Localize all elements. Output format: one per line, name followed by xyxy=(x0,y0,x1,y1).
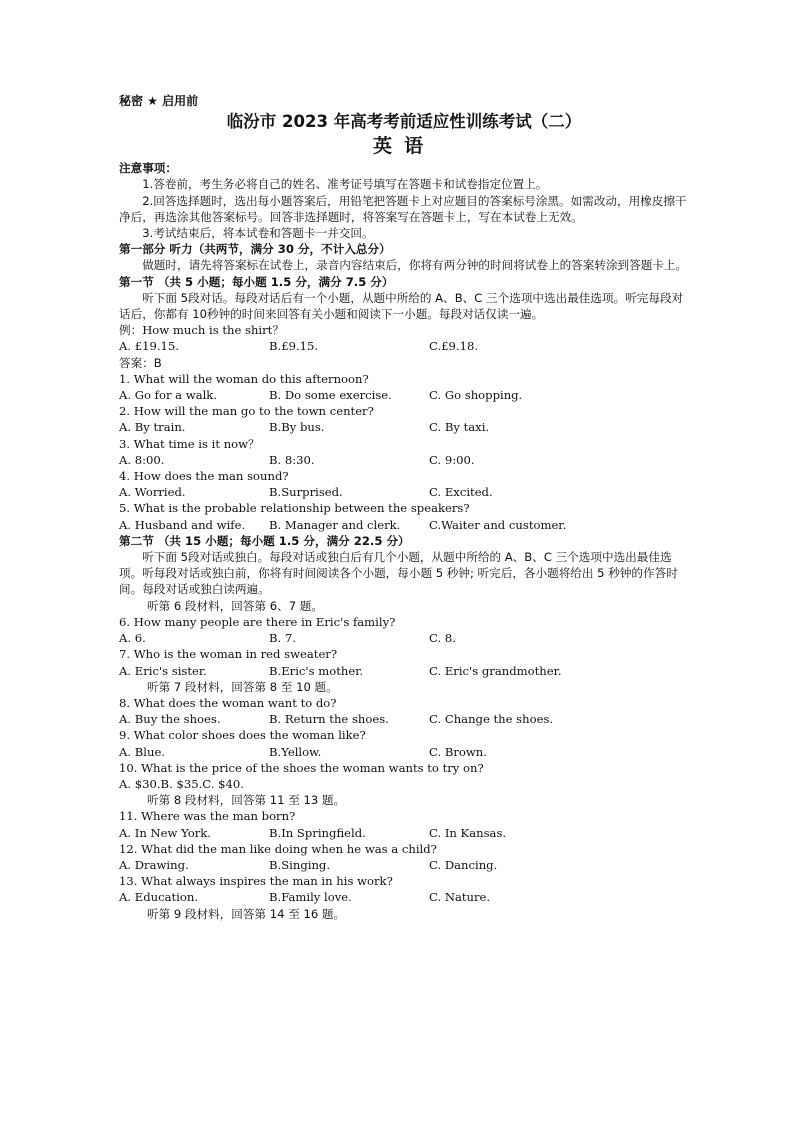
question-10: 10. What is the price of the shoes the woman wants to try on? xyxy=(119,760,484,775)
question-5-options xyxy=(119,517,689,533)
question-11-options xyxy=(119,825,689,841)
option-a: A. £19.15. xyxy=(119,339,179,354)
option-b: B.Family love. xyxy=(269,890,352,905)
question-1-options xyxy=(119,387,689,403)
option-b: B.Eric's mother. xyxy=(269,663,364,678)
option-c: C. Brown. xyxy=(429,744,487,759)
option-c: C. Change the shoes. xyxy=(429,712,554,727)
note-item-3: 3.考试结束后，将本试卷和答题卡一并交回。 xyxy=(142,226,374,241)
material-7-note: 听第 7 段材料，回答第 8 至 10 题。 xyxy=(147,679,338,694)
option-a: A. Buy the shoes. xyxy=(119,712,221,727)
question-6: 6. How many people are there in Eric's family? xyxy=(119,614,396,629)
example-answer: 答案：B xyxy=(119,355,162,370)
option-c: C. Dancing. xyxy=(429,857,498,872)
option-b: B.£9.15. xyxy=(269,339,319,354)
question-3-options xyxy=(119,452,689,468)
question-4-options xyxy=(119,484,689,500)
option-c: C.£9.18. xyxy=(429,339,479,354)
question-3: 3. What time is it now？ xyxy=(119,436,260,451)
option-b: B. Do some exercise. xyxy=(269,388,392,403)
option-a: A. Blue. xyxy=(119,744,165,759)
material-8-note: 听第 8 段材料，回答第 11 至 13 题。 xyxy=(147,793,346,808)
option-a: A. Go for a walk. xyxy=(119,388,218,403)
option-a: A. 6. xyxy=(119,631,146,646)
option-a: A. Worried. xyxy=(119,485,186,500)
question-8-options xyxy=(119,711,689,727)
option-b: B.By bus. xyxy=(269,420,325,435)
material-9-note: 听第 9 段材料，回答第 14 至 16 题。 xyxy=(147,906,346,921)
option-b: B. Return the shoes. xyxy=(269,712,389,727)
note-item-2: 2.回答选择题时，选出每小题答案后，用铅笔把答题卡上对应题目的答案标号涂黑。如需改动，用橡皮擦干净后，再选涂其他答案标号。回答非选择题时，将答案写在答题卡上，写在本试卷上无效。 xyxy=(119,193,687,224)
option-b: B.Yellow. xyxy=(269,744,322,759)
example-options xyxy=(119,338,689,354)
question-12-options xyxy=(119,857,689,873)
material-6-note: 听第 6 段材料，回答第 6、7 题。 xyxy=(147,598,323,613)
part1-heading: 第一部分 听力（共两节，满分 30 分，不计入总分） xyxy=(119,242,391,257)
question-10-options: A. $30.B. $35.C. $40. xyxy=(119,776,244,791)
option-a: A. Husband and wife. xyxy=(119,517,246,532)
question-13: 13. What always inspires the man in his work? xyxy=(119,874,393,889)
option-a: A. 8:00. xyxy=(119,452,165,467)
section1-heading: 第一节 （共 5 小题；每小题 1.5 分，满分 7.5 分） xyxy=(119,274,394,289)
option-c: C. 8. xyxy=(429,631,456,646)
option-c: C. In Kansas. xyxy=(429,825,507,840)
confidential-mark: 秘密 ★ 启用前 xyxy=(119,94,199,108)
option-c: C. 9:00. xyxy=(429,452,475,467)
question-6-options xyxy=(119,630,689,646)
question-7: 7. Who is the woman in red sweater? xyxy=(119,647,338,662)
question-2-options xyxy=(119,419,689,435)
question-8: 8. What does the woman want to do? xyxy=(119,695,337,710)
question-9-options xyxy=(119,744,689,760)
question-12: 12. What did the man like doing when he was a child? xyxy=(119,841,437,856)
question-5: 5. What is the probable relationship between the speakers? xyxy=(119,501,470,516)
exam-title: 临汾市 2023 年高考考前适应性训练考试（二） xyxy=(226,112,582,132)
option-b: B. 7. xyxy=(269,631,296,646)
option-a: A. Eric's sister. xyxy=(119,663,207,678)
question-13-options xyxy=(119,889,689,905)
section2-heading: 第二节 （共 15 小题；每小题 1.5 分，满分 22.5 分） xyxy=(119,533,410,548)
option-b: B.Singing. xyxy=(269,857,331,872)
exam-page xyxy=(119,93,689,922)
option-b: B.In Springfield. xyxy=(269,825,366,840)
option-a: A. Education. xyxy=(119,890,198,905)
question-2: 2. How will the man go to the town center? xyxy=(119,404,374,419)
option-c: C. Nature. xyxy=(429,890,491,905)
option-c: C. Go shopping. xyxy=(429,388,523,403)
question-11: 11. Where was the man born? xyxy=(119,809,296,824)
notes-heading: 注意事项： xyxy=(119,161,177,176)
option-a: A. Drawing. xyxy=(119,857,189,872)
question-7-options xyxy=(119,663,689,679)
section1-instruction: 听下面 5段对话。每段对话后有一个小题，从题中所给的 A、B、C 三个选项中选出最佳选项。听完每段对话后，你都有 10秒钟的时间来回答有关小题和阅读下一小题。每段对话仅读一遍。 xyxy=(119,290,684,322)
option-a: A. In New York. xyxy=(119,825,211,840)
question-4: 4. How does the man sound? xyxy=(119,469,289,484)
question-1: 1. What will the woman do this afternoon? xyxy=(119,371,369,386)
option-b: B. Manager and clerk. xyxy=(269,517,401,532)
note-item-1: 1.答卷前，考生务必将自己的姓名、准考证号填写在答题卡和试卷指定位置上。 xyxy=(142,177,548,192)
section2-instruction: 听下面 5段对话或独白。每段对话或独白后有几个小题，从题中所给的 A、B、C 三个选项中选出最佳选项。听每段对话或独白前，你将有时间阅读各个小题，每小题 5 秒钟; 听完后，各小题将给出 5 秒钟的作答时间。每段对话或独白读两遍。 xyxy=(119,550,678,597)
option-c: C. Excited. xyxy=(429,485,493,500)
part1-instruction: 做题时，请先将答案标在试卷上，录音内容结束后，你将有两分钟的时间将试卷上的答案转涂到答题卡上。 xyxy=(142,258,688,273)
example-question: 例：How much is the shirt？ xyxy=(119,323,284,338)
option-c: C. By taxi. xyxy=(429,420,490,435)
option-c: C.Waiter and customer. xyxy=(429,517,567,532)
option-c: C. Eric's grandmother. xyxy=(429,663,562,678)
subject-title: 英语 xyxy=(372,135,435,158)
option-a: A. By train. xyxy=(119,420,186,435)
option-b: B. 8:30. xyxy=(269,452,315,467)
option-b: B.Surprised. xyxy=(269,485,343,500)
question-9: 9. What color shoes does the woman like? xyxy=(119,728,366,743)
